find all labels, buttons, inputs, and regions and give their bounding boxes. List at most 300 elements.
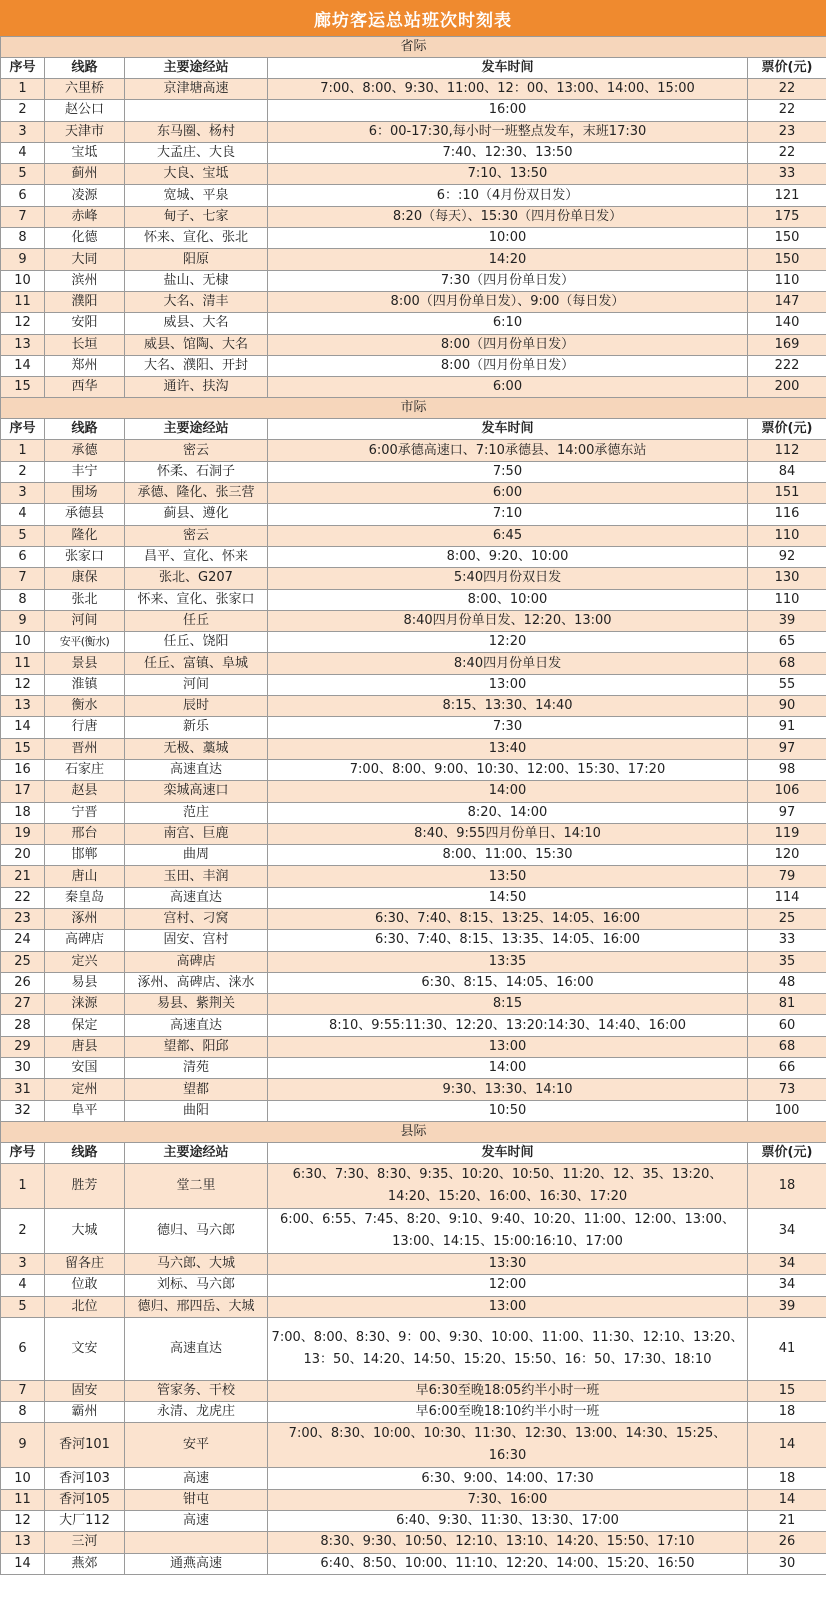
section-title: 市际 [1, 398, 826, 419]
cell-departure-times: 8:00（四月份单日发）、9:00（每日发） [268, 291, 748, 312]
cell-row-number: 8 [1, 228, 45, 249]
cell-via-stations: 永清、龙虎庄 [125, 1402, 268, 1423]
cell-route: 邯郸 [45, 845, 125, 866]
cell-fare: 116 [748, 504, 826, 525]
cell-fare: 100 [748, 1100, 826, 1121]
cell-route: 承德县 [45, 504, 125, 525]
cell-fare: 60 [748, 1015, 826, 1036]
cell-row-number: 18 [1, 802, 45, 823]
table-row [1, 1380, 826, 1401]
cell-route: 保定 [45, 1015, 125, 1036]
cell-via-stations: 大名、濮阳、开封 [125, 355, 268, 376]
cell-row-number: 15 [1, 738, 45, 759]
cell-fare: 114 [748, 887, 826, 908]
table-row [1, 100, 826, 121]
cell-row-number: 20 [1, 845, 45, 866]
cell-route: 唐山 [45, 866, 125, 887]
table-row [1, 1553, 826, 1574]
cell-fare: 55 [748, 674, 826, 695]
cell-via-stations: 无极、藁城 [125, 738, 268, 759]
cell-route: 安国 [45, 1058, 125, 1079]
table-row [1, 355, 826, 376]
cell-departure-times: 6:30、9:00、14:00、17:30 [268, 1468, 748, 1489]
cell-fare: 140 [748, 313, 826, 334]
cell-fare: 41 [748, 1317, 826, 1380]
cell-via-stations: 怀柔、石洞子 [125, 461, 268, 482]
cell-row-number: 2 [1, 100, 45, 121]
cell-via-stations: 怀来、宣化、张家口 [125, 589, 268, 610]
cell-fare: 150 [748, 228, 826, 249]
cell-row-number: 7 [1, 568, 45, 589]
cell-departure-times: 5:40四月份双日发 [268, 568, 748, 589]
cell-departure-times: 6:00承德高速口、7:10承德县、14:00承德东站 [268, 440, 748, 461]
table-row [1, 228, 826, 249]
table-row [1, 674, 826, 695]
table-row [1, 696, 826, 717]
cell-via-stations [125, 1532, 268, 1553]
cell-departure-times: 7:10、13:50 [268, 164, 748, 185]
cell-route: 宁晋 [45, 802, 125, 823]
cell-route: 宝坻 [45, 142, 125, 163]
cell-fare: 68 [748, 653, 826, 674]
cell-row-number: 6 [1, 1317, 45, 1380]
table-row [1, 1468, 826, 1489]
cell-departure-times: 10:00 [268, 228, 748, 249]
cell-departure-times: 8:00、9:20、10:00 [268, 546, 748, 567]
cell-via-stations: 堂二里 [125, 1163, 268, 1208]
table-row [1, 1275, 826, 1296]
table-row [1, 1532, 826, 1553]
cell-via-stations: 新乐 [125, 717, 268, 738]
column-header-via-stations: 主要途经站 [125, 58, 268, 79]
cell-departure-times: 14:00 [268, 781, 748, 802]
cell-route: 晋州 [45, 738, 125, 759]
cell-departure-times: 14:20 [268, 249, 748, 270]
cell-row-number: 13 [1, 1532, 45, 1553]
cell-fare: 222 [748, 355, 826, 376]
table-row [1, 717, 826, 738]
table-row [1, 1489, 826, 1510]
cell-fare: 26 [748, 1532, 826, 1553]
cell-route: 胜芳 [45, 1163, 125, 1208]
cell-via-stations: 易县、紫荆关 [125, 994, 268, 1015]
cell-departure-times: 8:00（四月份单日发） [268, 334, 748, 355]
table-row [1, 866, 826, 887]
cell-via-stations: 安平 [125, 1423, 268, 1468]
cell-row-number: 23 [1, 908, 45, 929]
cell-row-number: 10 [1, 270, 45, 291]
page-title: 廊坊客运总站班次时刻表 [0, 0, 826, 36]
cell-row-number: 3 [1, 121, 45, 142]
cell-row-number: 19 [1, 823, 45, 844]
cell-row-number: 3 [1, 1253, 45, 1274]
cell-departure-times: 8:10、9:55:11:30、12:20、13:20:14:30、14:40、16:00 [268, 1015, 748, 1036]
cell-departure-times: 8:00、10:00 [268, 589, 748, 610]
cell-via-stations: 昌平、宣化、怀来 [125, 546, 268, 567]
cell-departure-times: 7:40、12:30、13:50 [268, 142, 748, 163]
cell-via-stations: 河间 [125, 674, 268, 695]
cell-fare: 35 [748, 951, 826, 972]
cell-departure-times: 6:40、8:50、10:00、11:10、12:20、14:00、15:20、16:50 [268, 1553, 748, 1574]
cell-route: 濮阳 [45, 291, 125, 312]
cell-fare: 110 [748, 525, 826, 546]
cell-row-number: 5 [1, 525, 45, 546]
cell-departure-times: 6:00 [268, 377, 748, 398]
cell-route: 天津市 [45, 121, 125, 142]
cell-route: 衡水 [45, 696, 125, 717]
cell-fare: 110 [748, 270, 826, 291]
cell-fare: 14 [748, 1423, 826, 1468]
column-header-row-number: 序号 [1, 58, 45, 79]
cell-fare: 151 [748, 483, 826, 504]
cell-fare: 18 [748, 1468, 826, 1489]
cell-route: 邢台 [45, 823, 125, 844]
cell-departure-times: 13:50 [268, 866, 748, 887]
cell-fare: 169 [748, 334, 826, 355]
cell-row-number: 1 [1, 440, 45, 461]
cell-route: 长垣 [45, 334, 125, 355]
cell-departure-times: 7:30 [268, 717, 748, 738]
cell-fare: 18 [748, 1402, 826, 1423]
cell-via-stations: 威县、大名 [125, 313, 268, 334]
table-row [1, 781, 826, 802]
table-row [1, 738, 826, 759]
cell-fare: 121 [748, 185, 826, 206]
cell-fare: 34 [748, 1275, 826, 1296]
cell-departure-times: 13:00 [268, 1296, 748, 1317]
table-row [1, 1079, 826, 1100]
cell-fare: 97 [748, 802, 826, 823]
cell-fare: 150 [748, 249, 826, 270]
cell-departure-times: 8:15 [268, 994, 748, 1015]
table-row [1, 610, 826, 631]
cell-route: 淮镇 [45, 674, 125, 695]
cell-departure-times: 8:40四月份单日发、12:20、13:00 [268, 610, 748, 631]
cell-route: 唐县 [45, 1036, 125, 1057]
table-row [1, 1100, 826, 1121]
column-header-fare: 票价(元) [748, 419, 826, 440]
table-row [1, 1423, 826, 1468]
cell-route: 定州 [45, 1079, 125, 1100]
cell-fare: 130 [748, 568, 826, 589]
table-row [1, 632, 826, 653]
cell-departure-times: 13:00 [268, 674, 748, 695]
cell-row-number: 7 [1, 206, 45, 227]
table-row [1, 440, 826, 461]
cell-departure-times: 13:35 [268, 951, 748, 972]
table-row [1, 930, 826, 951]
cell-departure-times: 8:15、13:30、14:40 [268, 696, 748, 717]
cell-departure-times: 6:40、9:30、11:30、13:30、17:00 [268, 1511, 748, 1532]
cell-fare: 15 [748, 1380, 826, 1401]
cell-route: 秦皇岛 [45, 887, 125, 908]
cell-row-number: 26 [1, 972, 45, 993]
cell-route: 香河103 [45, 1468, 125, 1489]
cell-row-number: 13 [1, 334, 45, 355]
cell-departure-times: 7:00、8:30、10:00、10:30、11:30、12:30、13:00、14:30、15:25、16:30 [268, 1423, 748, 1468]
cell-route: 位敢 [45, 1275, 125, 1296]
table-row [1, 1163, 826, 1208]
cell-via-stations: 马六郎、大城 [125, 1253, 268, 1274]
cell-fare: 119 [748, 823, 826, 844]
cell-row-number: 9 [1, 1423, 45, 1468]
cell-route: 西华 [45, 377, 125, 398]
cell-row-number: 17 [1, 781, 45, 802]
table-row [1, 79, 826, 100]
table-row [1, 1511, 826, 1532]
cell-route: 香河105 [45, 1489, 125, 1510]
cell-departure-times: 8:40四月份单日发 [268, 653, 748, 674]
cell-departure-times: 14:00 [268, 1058, 748, 1079]
cell-row-number: 11 [1, 1489, 45, 1510]
table-row [1, 291, 826, 312]
cell-via-stations: 宫村、刁窝 [125, 908, 268, 929]
cell-fare: 48 [748, 972, 826, 993]
column-header-fare: 票价(元) [748, 58, 826, 79]
column-header-row [1, 58, 826, 79]
cell-via-stations: 德归、马六郎 [125, 1208, 268, 1253]
table-row [1, 249, 826, 270]
table-row [1, 568, 826, 589]
table-row [1, 121, 826, 142]
cell-row-number: 8 [1, 589, 45, 610]
cell-via-stations: 任丘、饶阳 [125, 632, 268, 653]
cell-fare: 25 [748, 908, 826, 929]
table-row [1, 802, 826, 823]
cell-fare: 14 [748, 1489, 826, 1510]
cell-via-stations: 玉田、丰润 [125, 866, 268, 887]
table-row [1, 1296, 826, 1317]
cell-route: 涞源 [45, 994, 125, 1015]
cell-route: 安阳 [45, 313, 125, 334]
cell-route: 化德 [45, 228, 125, 249]
cell-departure-times: 13:00 [268, 1036, 748, 1057]
cell-via-stations: 阳原 [125, 249, 268, 270]
section-title: 县际 [1, 1121, 826, 1142]
cell-fare: 18 [748, 1163, 826, 1208]
cell-route: 大厂112 [45, 1511, 125, 1532]
cell-row-number: 22 [1, 887, 45, 908]
cell-route: 赵县 [45, 781, 125, 802]
cell-via-stations: 辰时 [125, 696, 268, 717]
cell-row-number: 16 [1, 759, 45, 780]
cell-route: 三河 [45, 1532, 125, 1553]
table-row [1, 185, 826, 206]
cell-route: 六里桥 [45, 79, 125, 100]
cell-route: 张北 [45, 589, 125, 610]
cell-row-number: 10 [1, 1468, 45, 1489]
cell-fare: 23 [748, 121, 826, 142]
cell-via-stations: 刘标、马六郎 [125, 1275, 268, 1296]
cell-route: 康保 [45, 568, 125, 589]
cell-row-number: 6 [1, 185, 45, 206]
cell-route: 涿州 [45, 908, 125, 929]
cell-route: 隆化 [45, 525, 125, 546]
cell-via-stations: 高速直达 [125, 1015, 268, 1036]
cell-departure-times: 8:20、14:00 [268, 802, 748, 823]
cell-fare: 79 [748, 866, 826, 887]
cell-row-number: 8 [1, 1402, 45, 1423]
cell-fare: 33 [748, 164, 826, 185]
cell-departure-times: 6:30、7:40、8:15、13:35、14:05、16:00 [268, 930, 748, 951]
cell-row-number: 11 [1, 291, 45, 312]
cell-fare: 84 [748, 461, 826, 482]
cell-via-stations: 钳屯 [125, 1489, 268, 1510]
table-row [1, 313, 826, 334]
column-header-route: 线路 [45, 58, 125, 79]
cell-departure-times: 16:00 [268, 100, 748, 121]
cell-departure-times: 13:40 [268, 738, 748, 759]
cell-departure-times: 早6:00至晚18:10约半小时一班 [268, 1402, 748, 1423]
cell-row-number: 30 [1, 1058, 45, 1079]
cell-route: 行唐 [45, 717, 125, 738]
cell-fare: 200 [748, 377, 826, 398]
cell-route: 赤峰 [45, 206, 125, 227]
column-header-departure-times: 发车时间 [268, 1142, 748, 1163]
cell-row-number: 1 [1, 1163, 45, 1208]
cell-via-stations: 范庄 [125, 802, 268, 823]
cell-via-stations: 高速直达 [125, 759, 268, 780]
cell-route: 文安 [45, 1317, 125, 1380]
cell-fare: 81 [748, 994, 826, 1015]
column-header-departure-times: 发车时间 [268, 58, 748, 79]
cell-via-stations: 清苑 [125, 1058, 268, 1079]
cell-via-stations: 通许、扶沟 [125, 377, 268, 398]
cell-via-stations: 高速直达 [125, 1317, 268, 1380]
cell-fare: 21 [748, 1511, 826, 1532]
cell-route: 石家庄 [45, 759, 125, 780]
cell-row-number: 12 [1, 674, 45, 695]
table-row [1, 142, 826, 163]
cell-fare: 34 [748, 1253, 826, 1274]
cell-departure-times: 7:10 [268, 504, 748, 525]
cell-route: 蓟州 [45, 164, 125, 185]
table-row [1, 845, 826, 866]
cell-route: 定兴 [45, 951, 125, 972]
cell-departure-times: 8:40、9:55四月份单日、14:10 [268, 823, 748, 844]
cell-row-number: 1 [1, 79, 45, 100]
cell-fare: 91 [748, 717, 826, 738]
table-row [1, 823, 826, 844]
cell-fare: 175 [748, 206, 826, 227]
column-header-row [1, 419, 826, 440]
section-header [1, 1121, 826, 1142]
cell-route: 景县 [45, 653, 125, 674]
cell-via-stations: 承德、隆化、张三营 [125, 483, 268, 504]
table-row [1, 759, 826, 780]
cell-route: 郑州 [45, 355, 125, 376]
cell-row-number: 5 [1, 164, 45, 185]
cell-via-stations: 京津塘高速 [125, 79, 268, 100]
table-row [1, 334, 826, 355]
table-row [1, 483, 826, 504]
cell-row-number: 2 [1, 1208, 45, 1253]
cell-row-number: 3 [1, 483, 45, 504]
cell-via-stations: 曲阳 [125, 1100, 268, 1121]
cell-departure-times: 12:00 [268, 1275, 748, 1296]
table-row [1, 908, 826, 929]
table-row [1, 1253, 826, 1274]
cell-fare: 33 [748, 930, 826, 951]
cell-fare: 22 [748, 142, 826, 163]
cell-row-number: 24 [1, 930, 45, 951]
cell-fare: 112 [748, 440, 826, 461]
cell-via-stations: 盐山、无棣 [125, 270, 268, 291]
cell-row-number: 25 [1, 951, 45, 972]
cell-departure-times: 6：:10（4月份双日发） [268, 185, 748, 206]
cell-via-stations: 威县、馆陶、大名 [125, 334, 268, 355]
cell-row-number: 11 [1, 653, 45, 674]
table-row [1, 206, 826, 227]
cell-fare: 65 [748, 632, 826, 653]
cell-via-stations: 密云 [125, 525, 268, 546]
cell-via-stations: 望都、阳邱 [125, 1036, 268, 1057]
table-row [1, 164, 826, 185]
cell-via-stations: 怀来、宣化、张北 [125, 228, 268, 249]
cell-row-number: 4 [1, 504, 45, 525]
cell-route: 留各庄 [45, 1253, 125, 1274]
cell-fare: 98 [748, 759, 826, 780]
cell-row-number: 12 [1, 313, 45, 334]
table-row [1, 1058, 826, 1079]
cell-row-number: 21 [1, 866, 45, 887]
cell-via-stations: 栾城高速口 [125, 781, 268, 802]
table-row [1, 377, 826, 398]
timetable [0, 36, 826, 1575]
cell-row-number: 6 [1, 546, 45, 567]
column-header-row-number: 序号 [1, 419, 45, 440]
column-header-fare: 票价(元) [748, 1142, 826, 1163]
cell-route: 固安 [45, 1380, 125, 1401]
cell-fare: 106 [748, 781, 826, 802]
timetable-body [1, 37, 826, 1575]
table-row [1, 887, 826, 908]
table-row [1, 994, 826, 1015]
cell-departure-times: 14:50 [268, 887, 748, 908]
table-row [1, 1015, 826, 1036]
column-header-row [1, 1142, 826, 1163]
cell-via-stations: 大孟庄、大良 [125, 142, 268, 163]
cell-fare: 110 [748, 589, 826, 610]
cell-departure-times: 8:00（四月份单日发） [268, 355, 748, 376]
cell-route: 滨州 [45, 270, 125, 291]
cell-via-stations: 曲周 [125, 845, 268, 866]
cell-via-stations: 大良、宝坻 [125, 164, 268, 185]
cell-via-stations: 东马圈、杨村 [125, 121, 268, 142]
cell-fare: 90 [748, 696, 826, 717]
column-header-via-stations: 主要途经站 [125, 419, 268, 440]
cell-route: 北位 [45, 1296, 125, 1317]
cell-row-number: 12 [1, 1511, 45, 1532]
cell-departure-times: 6:10 [268, 313, 748, 334]
cell-route: 大同 [45, 249, 125, 270]
cell-via-stations: 任丘、富镇、阜城 [125, 653, 268, 674]
cell-row-number: 31 [1, 1079, 45, 1100]
cell-fare: 22 [748, 79, 826, 100]
cell-departure-times: 6:30、7:30、8:30、9:35、10:20、10:50、11:20、12、35、13:20、14:20、15:20、16:00、16:30、17:20 [268, 1163, 748, 1208]
cell-via-stations: 张北、G207 [125, 568, 268, 589]
cell-fare: 30 [748, 1553, 826, 1574]
cell-route: 张家口 [45, 546, 125, 567]
cell-via-stations: 大名、清丰 [125, 291, 268, 312]
cell-route: 香河101 [45, 1423, 125, 1468]
cell-via-stations: 宽城、平泉 [125, 185, 268, 206]
cell-via-stations: 高碑店 [125, 951, 268, 972]
cell-departure-times: 13:30 [268, 1253, 748, 1274]
cell-departure-times: 7:00、8:00、9:00、10:30、12:00、15:30、17:20 [268, 759, 748, 780]
table-row [1, 972, 826, 993]
cell-departure-times: 6:30、8:15、14:05、16:00 [268, 972, 748, 993]
